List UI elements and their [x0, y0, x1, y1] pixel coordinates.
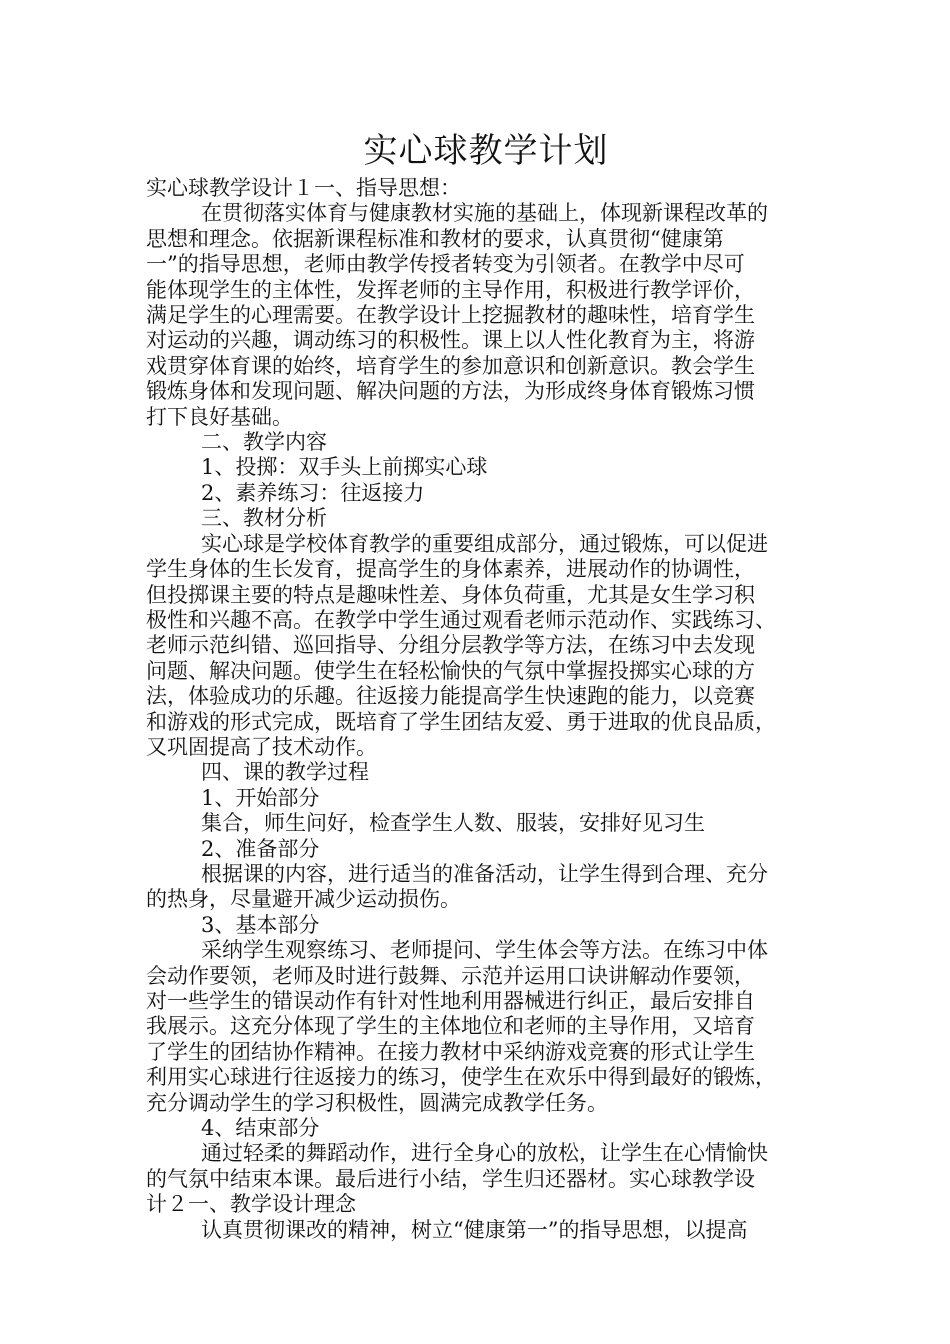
text-line: 集合，师生问好，检查学生人数、服装，安排好见习生 — [201, 811, 705, 836]
text-line: 实心球教学设计１一、指导思想： — [146, 176, 461, 200]
text-line: 极性和兴趣不高。在教学中学生通过观看老师示范动作、实践练习、 — [146, 607, 776, 632]
text-line: 锻炼身体和发现问题、解决问题的方法，为形成终身体育锻炼习惯 — [146, 379, 755, 404]
text-line: 思想和理念。依据新课程标准和教材的要求，认真贯彻“健康第 — [146, 226, 724, 251]
text-line: 认真贯彻课改的精神，树立“健康第一”的指导思想，以提高 — [201, 1217, 748, 1242]
text-line: 根据课的内容，进行适当的准备活动，让学生得到合理、充分 — [201, 861, 768, 886]
text-line: 4、结束部分 — [201, 1116, 320, 1141]
text-line: 2、准备部分 — [201, 836, 320, 861]
text-line: 能体现学生的主体性，发挥老师的主导作用，积极进行教学评价， — [146, 277, 755, 302]
text-line: 和游戏的形式完成，既培育了学生团结友爱、勇于进取的优良品质， — [146, 709, 776, 734]
text-line: 但投掷课主要的特点是趣味性差、身体负荷重，尤其是女生学习积 — [146, 582, 755, 607]
text-line: 3、基本部分 — [201, 912, 320, 937]
text-line: 利用实心球进行往返接力的练习，使学生在欢乐中得到最好的锻炼， — [146, 1065, 776, 1090]
text-line: 计２一、教学设计理念 — [146, 1192, 356, 1217]
text-line: 二、教学内容 — [201, 430, 327, 455]
text-line: 充分调动学生的学习积极性，圆满完成教学任务。 — [146, 1090, 608, 1115]
text-line: 戏贯穿体育课的始终，培育学生的参加意识和创新意识。教会学生 — [146, 353, 755, 378]
text-line: 2、素养练习：往返接力 — [201, 480, 425, 505]
text-line: 对运动的兴趣，调动练习的积极性。课上以人性化教育为主，将游 — [146, 328, 755, 353]
text-line: 四、课的教学过程 — [201, 760, 369, 785]
text-line: 老师示范纠错、巡回指导、分组分层教学等方法，在练习中去发现 — [146, 633, 755, 658]
text-line: 法，体验成功的乐趣。往返接力能提高学生快速跑的能力，以竞赛 — [146, 684, 755, 709]
text-line: 了学生的团结协作精神。在接力教材中采纳游戏竞赛的形式让学生 — [146, 1039, 755, 1064]
text-line: 我展示。这充分体现了学生的主体地位和老师的主导作用，又培育 — [146, 1014, 755, 1039]
text-line: 对一些学生的错误动作有针对性地利用器械进行纠正，最后安排自 — [146, 989, 755, 1013]
text-line: 三、教材分析 — [201, 506, 327, 531]
text-line: 通过轻柔的舞蹈动作，进行全身心的放松，让学生在心情愉快 — [201, 1141, 768, 1166]
text-line: 在贯彻落实体育与健康教材实施的基础上，体现新课程改革的 — [201, 201, 768, 226]
document-body — [146, 176, 826, 1243]
text-line: 学生身体的生长发育，提高学生的身体素养，进展动作的协调性， — [146, 557, 755, 582]
text-line: 会动作要领，老师及时进行鼓舞、示范并运用口诀讲解动作要领， — [146, 963, 755, 988]
text-line: 问题、解决问题。使学生在轻松愉快的气氛中掌握投掷实心球的方 — [146, 658, 755, 683]
text-line: 1、开始部分 — [201, 785, 320, 810]
text-line: 采纳学生观察练习、老师提问、学生体会等方法。在练习中体 — [201, 938, 768, 963]
text-line: 又巩固提高了技术动作。 — [146, 734, 377, 759]
text-line: 满足学生的心理需要。在教学设计上挖掘教材的趣味性，培育学生 — [146, 303, 755, 328]
text-line: 的气氛中结束本课。最后进行小结，学生归还器材。实心球教学设 — [146, 1166, 755, 1191]
document-title: 实心球教学计划 — [363, 131, 609, 171]
document-page — [146, 128, 826, 1243]
text-line: 1、投掷：双手头上前掷实心球 — [201, 455, 488, 480]
text-line: 打下良好基础。 — [146, 404, 293, 429]
text-line: 一”的指导思想，老师由教学传授者转变为引领者。在教学中尽可 — [146, 252, 745, 277]
text-line: 的热身，尽量避开减少运动损伤。 — [146, 887, 461, 912]
text-line: 实心球是学校体育教学的重要组成部分，通过锻炼，可以促进 — [201, 531, 768, 556]
